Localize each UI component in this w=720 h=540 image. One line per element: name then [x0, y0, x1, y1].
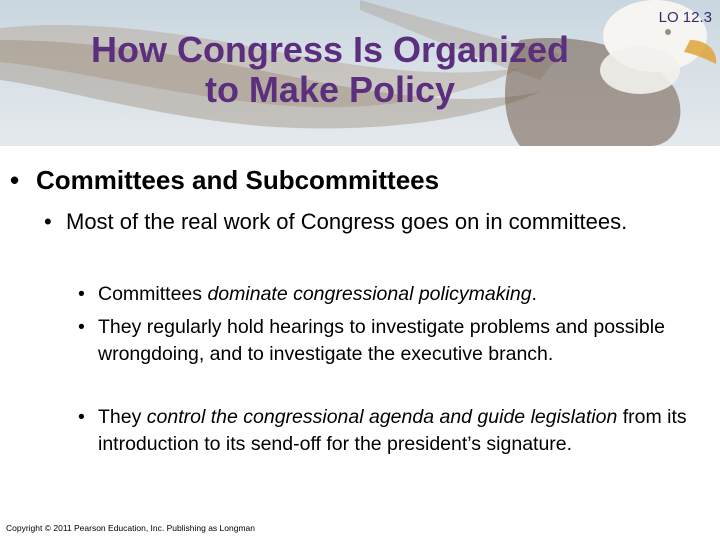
bullet-level3-text [98, 404, 714, 458]
bullet-dot-icon: • [78, 316, 85, 338]
title-line-1: How Congress Is Organized [90, 29, 570, 70]
text-segment: from its introduction to its send-off for the president’s signature. [98, 406, 687, 455]
header-banner [0, 0, 720, 146]
bullet-dot-icon: • [78, 283, 85, 305]
bullet-level3-text: They regularly hold hearings to investigate problems and possible wrongdoing, and to investigate the executive branch. [98, 316, 665, 365]
italic-segment: control the congressional agenda and guide legislation [146, 406, 618, 428]
bullet-dot-icon: • [10, 165, 20, 195]
text-segment: They [98, 406, 147, 428]
bullet-level3-item [78, 281, 714, 308]
lo-tag: LO 12.3 [658, 9, 712, 26]
bullet-level1 [10, 165, 439, 195]
bullet-dot-icon: • [44, 209, 52, 234]
copyright-notice: Copyright © 2011 Pearson Education, Inc. Publishing as Longman [6, 523, 255, 533]
bullet-level3-item [78, 314, 714, 368]
bullet-level1-text: Committees and Subcommittees [36, 165, 440, 195]
title-line-2: to Make Policy [204, 69, 456, 110]
bullet-level2-text: Most of the real work of Congress goes on in committees. [66, 209, 628, 234]
bullet-dot-icon: • [78, 406, 85, 428]
bullet-level3-text [98, 281, 714, 308]
text-segment: . [531, 283, 537, 305]
bullet-level2 [44, 207, 684, 236]
text-segment: Committees [98, 283, 208, 305]
italic-segment: dominate congressional policymaking [207, 283, 532, 305]
slide-title [30, 30, 630, 110]
bullet-level3-item [78, 404, 714, 458]
